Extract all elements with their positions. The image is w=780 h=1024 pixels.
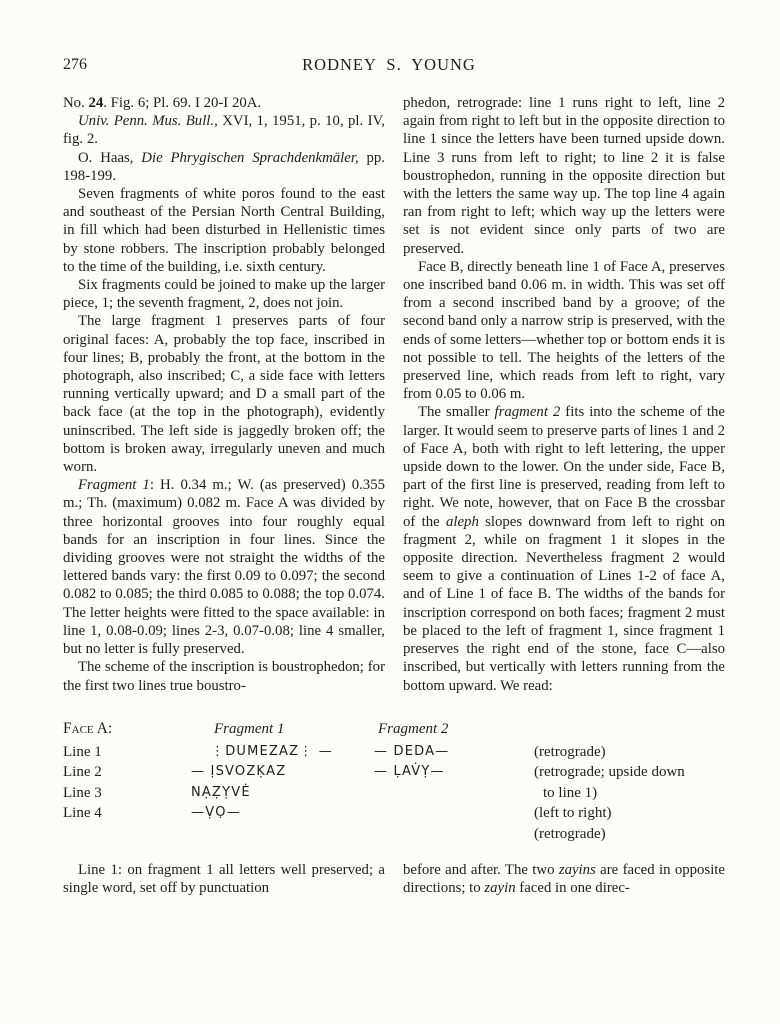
inscription-f1-line4: —ṾỌ— — [191, 805, 241, 821]
line-2-label: Line 2 — [63, 764, 102, 781]
fragment-2-column — [374, 719, 534, 845]
paragraph-fragment1-dimensions: Fragment 1: H. 0.34 m.; W. (as preserved) 0.355 m.; Th. (maximum) 0.082 m. Face A was divided by three horizontal grooves into four roughly equal bands for an inscription in four lines. Since the dividing grooves were not straight the widths of the lettered bands vary: the first 0.09 to 0.097; the second 0.082 to 0.085; the third 0.085 to 0.088; the top 0.074. The letter heights were fitted to the space available: in line 1, 0.08-0.09; lines 2-3, 0.07-0.08; line 4 smaller, but no letter is fully preserved. — [63, 477, 385, 658]
paragraph-scheme: The scheme of the inscription is boustrophedon; for the first two lines true boustro- — [63, 659, 385, 694]
note-line-5: (retrograde) — [534, 826, 606, 843]
inscription-f2-line3 — [374, 783, 534, 804]
inscription-f2-line4 — [374, 803, 534, 824]
page-number: 276 — [63, 56, 87, 73]
inscription-f1-line1: ⋮DUMEZAZ⋮ — — [211, 743, 333, 759]
reading-table — [63, 719, 725, 845]
footer-right-column — [403, 861, 725, 897]
paragraph-catalog-number: No. 24. Fig. 6; Pl. 69. I 20-I 20A. — [63, 95, 262, 111]
running-head: RODNEY S. YOUNG — [302, 55, 476, 74]
face-a-label: Face A: — [63, 719, 113, 737]
paragraph-fragment2: The smaller fragment 2 fits into the scheme of the larger. It would seem to preserve parts of lines 1 and 2 of Face A, both with right to left lettering, the upper upside down to the lower. On the under side, Face B, part of the first line is preserved, reading from left to right. We note, however, that on Face B the crossbar of the aleph slopes downward from left to right on fragment 2, while on fragment 1 it slopes in the opposite direction. Nevertheless fragment 2 would seem to give a continuation of Lines 1-2 of face A, and of Line 1 of face B. The widths of the bands for inscription correspond on both faces; fragment 2 must be placed to the left of fragment 1, since fragment 1 preserves the right end of the stone, face C—also inscribed, but vertically with letters running from the bottom upward. We read: — [403, 404, 725, 694]
paragraph-line1-commentary: Line 1: on fragment 1 all letters well preserved; a single word, set off by punctuation — [63, 861, 385, 896]
paragraph-reference-1: Univ. Penn. Mus. Bull., XVI, 1, 1951, p. 10, pl. IV, fig. 2. — [63, 113, 385, 148]
note-line-2: (retrograde; upside down — [534, 764, 685, 781]
paragraph-reference-2: O. Haas, Die Phrygischen Sprachdenkmäler, pp. 198-199. — [63, 149, 385, 184]
line-label-column — [63, 719, 191, 845]
paragraph-faces-description: The large fragment 1 preserves parts of four original faces: A, probably the top face, inscribed in four lines; B, probably the front, at the bottom in the photograph, also inscribed; C, a side face with letters running vertically upward; and D a small part of the back face (at the top in the photograph), evidently uninscribed. The left side is jaggedly broken off; the bottom is broken away, irregularly uneven and much worn. — [63, 313, 385, 476]
direction-notes-column — [534, 719, 725, 845]
notes-header-spacer — [534, 719, 725, 742]
note-line-3: to line 1) — [543, 784, 598, 801]
fragment-2-header: Fragment 2 — [378, 720, 449, 737]
text-columns — [63, 94, 725, 695]
left-column — [63, 94, 385, 695]
continuation-text — [63, 861, 725, 897]
line-3-label: Line 3 — [63, 784, 102, 801]
line-4-label: Line 4 — [63, 805, 102, 822]
note-line-4: (left to right) — [534, 805, 612, 822]
paragraph-zayins: before and after. The two zayins are faced in opposite directions; to zayin faced in one direc- — [403, 861, 725, 896]
note-line-1: (retrograde) — [534, 743, 606, 760]
paragraph-find-context: Seven fragments of white poros found to the east and southeast of the Persian North Central Building, in fill which had been disturbed in Hellenistic times by stone robbers. The inscription probably belonged to the time of the building, i.e. sixth century. — [63, 186, 385, 275]
fragment-1-header: Fragment 1 — [214, 720, 285, 737]
fragment-1-column — [191, 719, 374, 845]
page-header — [63, 56, 725, 80]
inscription-f2-line1: — DEDA— — [374, 743, 450, 759]
inscription-f1-line2: — ỊSVOZḲAZ — [191, 764, 287, 780]
line-1-label: Line 1 — [63, 743, 102, 760]
inscription-f1-line3: NẠẒỴVĖ — [191, 784, 251, 800]
inscription-f2-line2: — ḶAV̇Ỵ— — [374, 764, 445, 780]
paragraph-fragments-joined: Six fragments could be joined to make up the larger piece, 1; the seventh fragment, 2, does not join. — [63, 277, 385, 312]
right-column — [403, 94, 725, 695]
paragraph-face-b: Face B, directly beneath line 1 of Face A, preserves one inscribed band 0.06 m. in width. This was set off from a second inscribed band by a groove; of the second band only a narrow strip is preserved, with the ends of some letters—whether top or bottom ends it is not possible to tell. The heights of the letters of the preserved line, which reads from left to right, vary from 0.05 to 0.06 m. — [403, 258, 725, 403]
footer-left-column — [63, 861, 385, 897]
paragraph-boustrophedon: phedon, retrograde: line 1 runs right to left, line 2 again from right to left but in the opposite direction to line 1 since the letters have been turned upside down. Line 3 runs from left to right; to line 2 it is false boustrophedon, running in the opposite direction but with the letters the same way up. The top line 4 again ran from right to left; which way up the letters were set is not evident since only parts of two are preserved. — [403, 95, 725, 257]
